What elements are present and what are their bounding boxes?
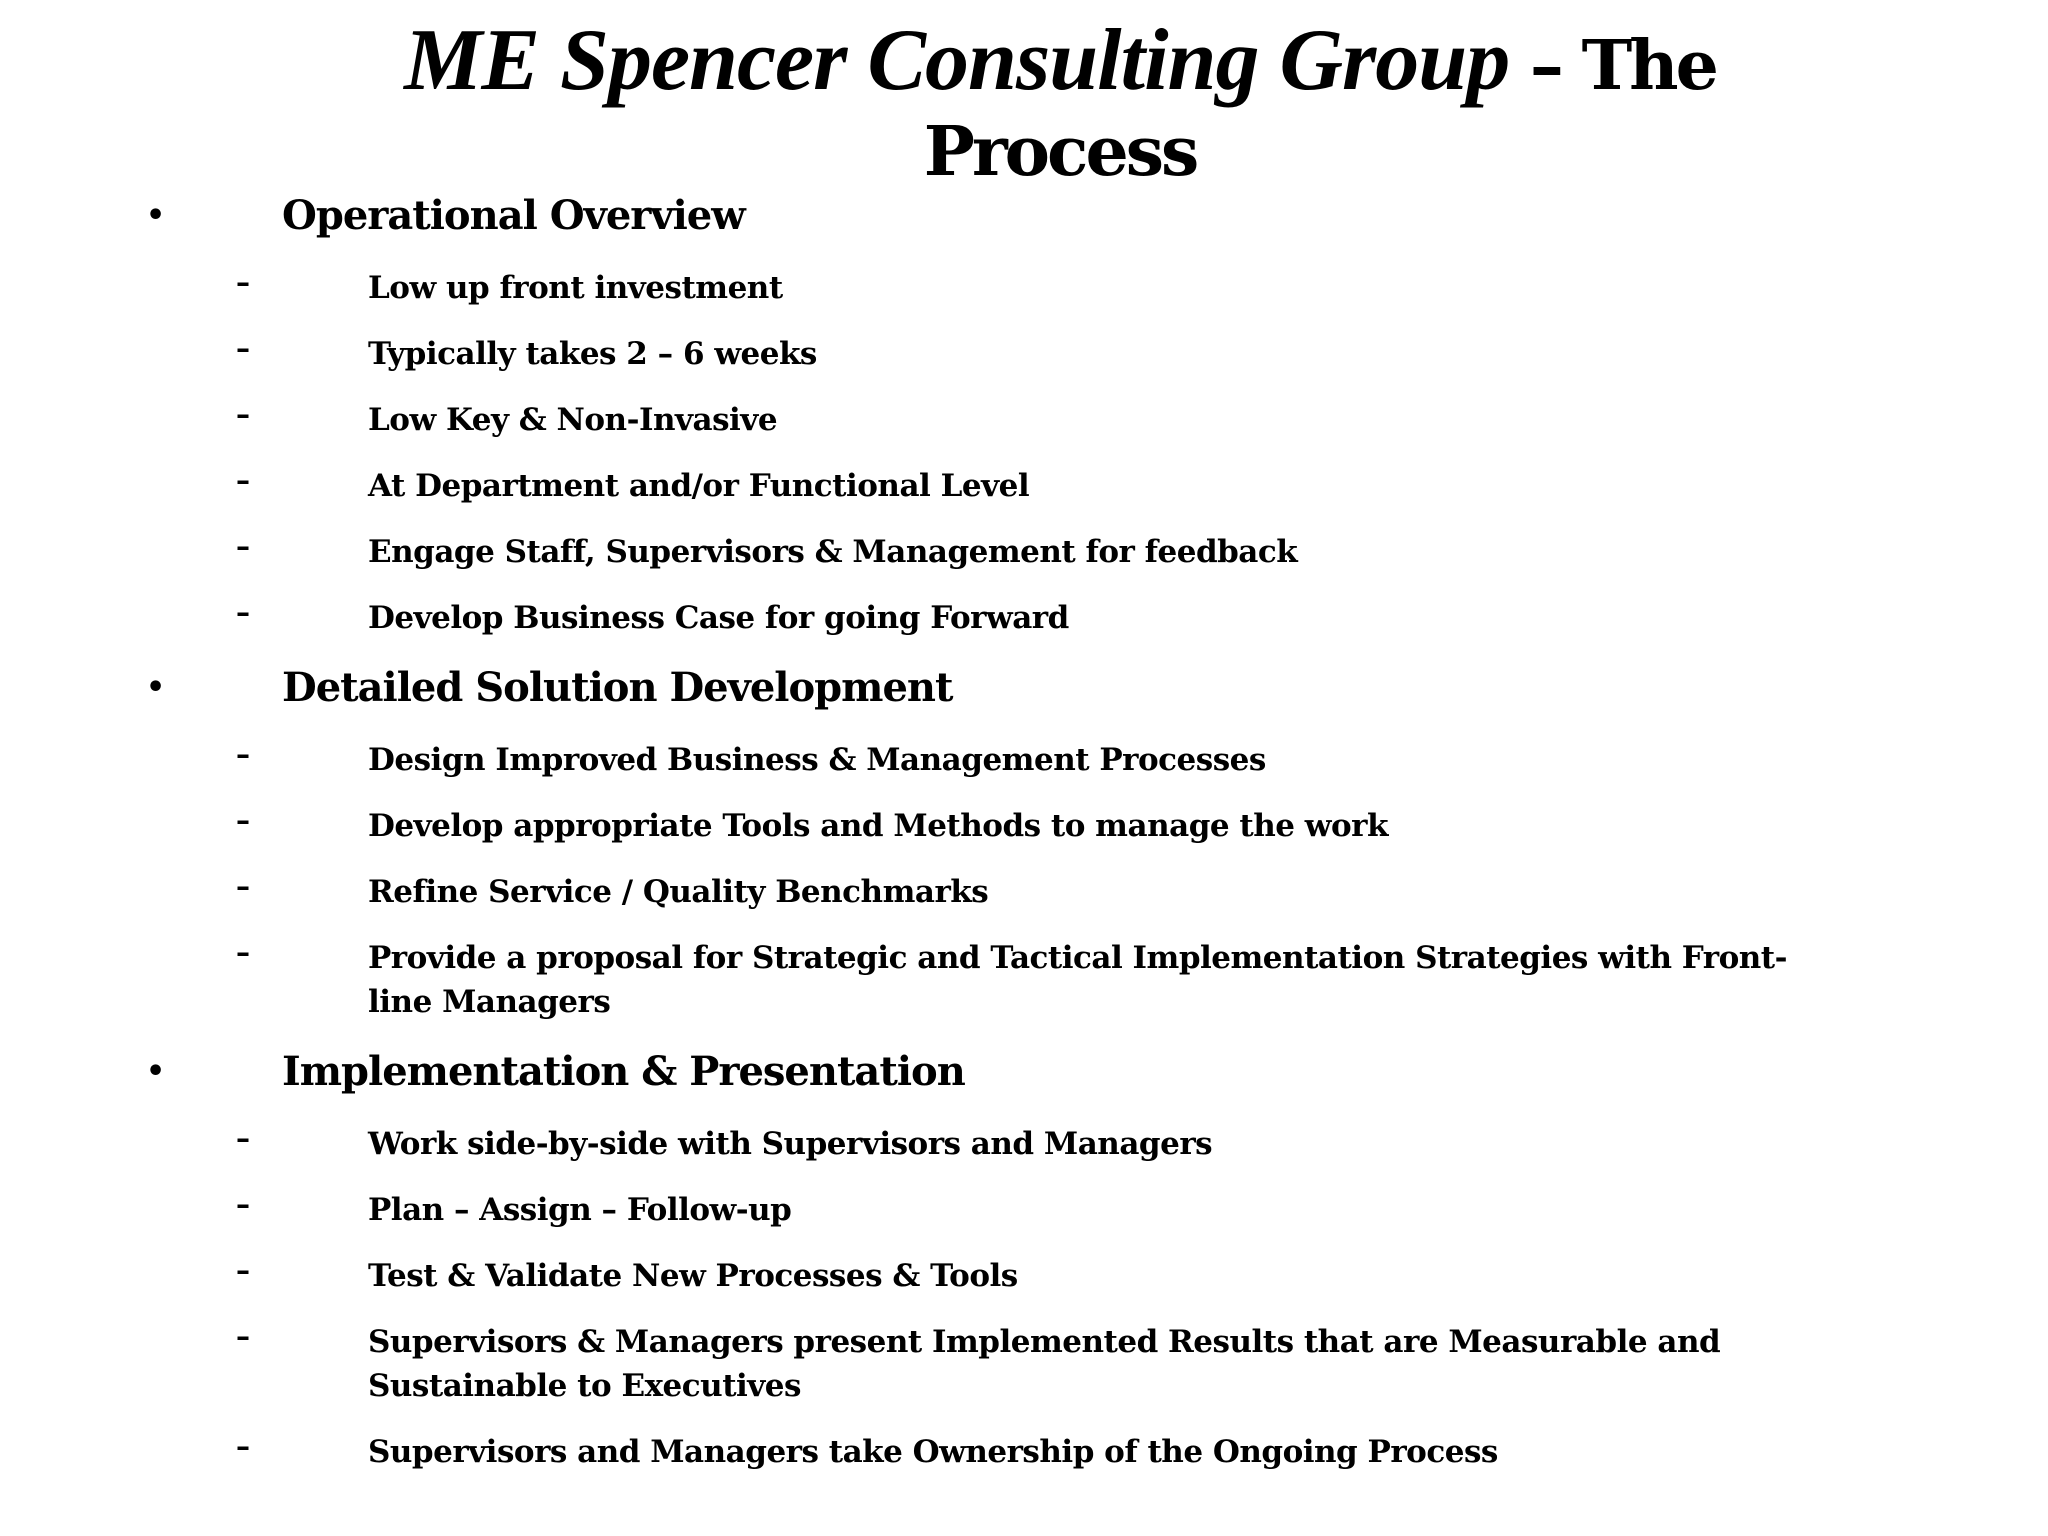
section-heading-detailed-solution: Detailed Solution Development (282, 664, 953, 711)
list-item-text: Engage Staff, Supervisors & Management for feedback (368, 534, 1298, 570)
list-item-text: Test & Validate New Processes & Tools (368, 1258, 1018, 1294)
dash-marker: – (236, 266, 250, 299)
dash-marker: – (236, 936, 250, 969)
list-item-text: Develop Business Case for going Forward (368, 600, 1069, 636)
list-item-text: Refine Service / Quality Benchmarks (368, 874, 989, 910)
title-company-name: ME Spencer Consulting Group (404, 12, 1510, 109)
list-item-text: Develop appropriate Tools and Methods to manage the work (368, 808, 1388, 844)
dash-marker: – (236, 1254, 250, 1287)
dash-marker: – (236, 464, 250, 497)
list-item-text: Design Improved Business & Management Processes (368, 742, 1266, 778)
list-item-text: At Department and/or Functional Level (368, 468, 1030, 504)
title-suffix: – The (1509, 26, 1716, 106)
bullet-marker: • (146, 1054, 166, 1089)
dash-marker: – (236, 398, 250, 431)
dash-marker: – (236, 530, 250, 563)
dash-marker: – (236, 1430, 250, 1463)
section-heading-operational-overview: Operational Overview (282, 192, 745, 239)
bullet-marker: • (146, 198, 166, 233)
dash-marker: – (236, 596, 250, 629)
list-item-text: Supervisors & Managers present Implemented Results that are Measurable and Sustainable to Executives (368, 1324, 1721, 1404)
bullet-marker: • (146, 670, 166, 705)
list-item-text: Plan – Assign – Follow-up (368, 1192, 792, 1228)
list-item-text: Low up front investment (368, 270, 783, 306)
dash-marker: – (236, 1188, 250, 1221)
list-item-text: Typically takes 2 – 6 weeks (368, 336, 817, 372)
list-item-text: Supervisors and Managers take Ownership of the Ongoing Process (368, 1434, 1498, 1470)
section-heading-implementation: Implementation & Presentation (282, 1048, 965, 1095)
list-item-text: Work side-by-side with Supervisors and Managers (368, 1126, 1213, 1162)
dash-marker: – (236, 332, 250, 365)
dash-marker: – (236, 1122, 250, 1155)
dash-marker: – (236, 804, 250, 837)
dash-marker: – (236, 1320, 250, 1353)
list-item-text: Provide a proposal for Strategic and Tactical Implementation Strategies with Front-line Managers (368, 940, 1787, 1020)
dash-marker: – (236, 738, 250, 771)
list-item-text: Low Key & Non-Invasive (368, 402, 778, 438)
dash-marker: – (236, 870, 250, 903)
title-line-2: Process (923, 112, 1197, 192)
